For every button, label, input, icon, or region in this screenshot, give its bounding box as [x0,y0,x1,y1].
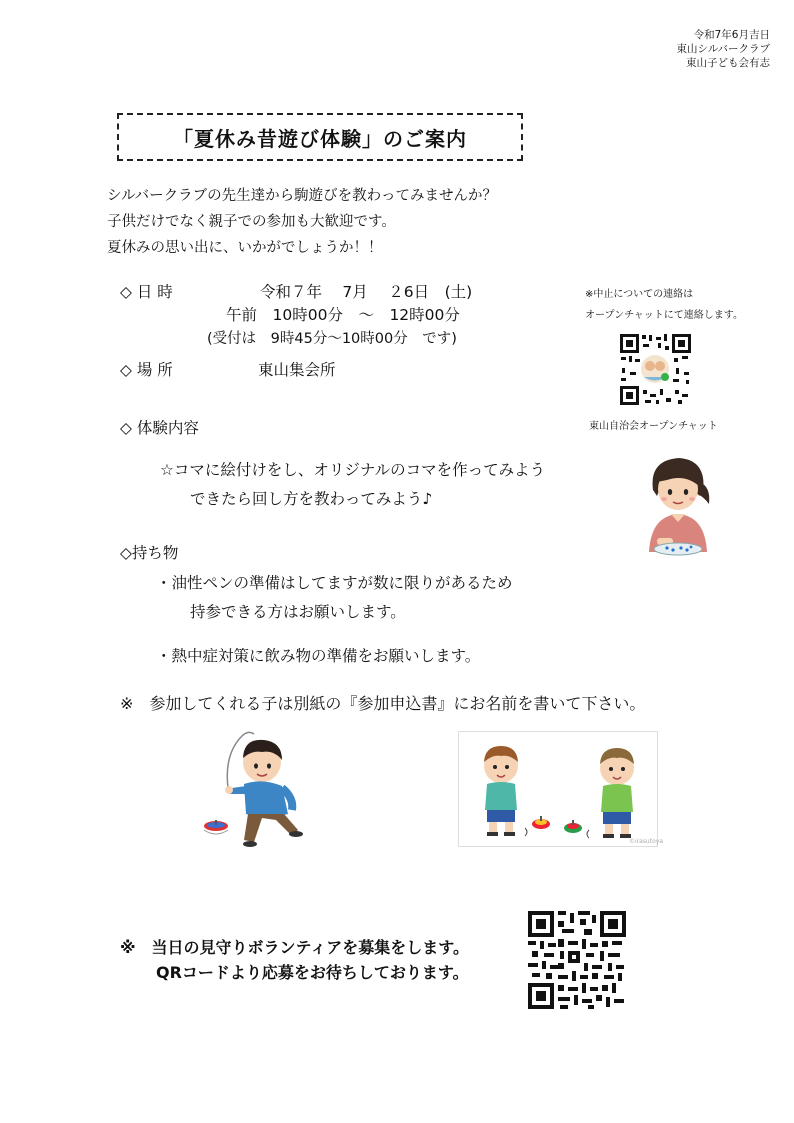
qr-small-svg [618,332,693,407]
datetime-reception: (受付は 9時45分～10時00分 です) [207,331,457,347]
datetime-label: ◇ 日 時 [120,283,173,301]
belongings-item-2: ・熱中症対策に飲み物の準備をお願いします。 [156,647,481,665]
datetime-time: 午前 10時00分 ～ 12時00分 [226,306,460,324]
boy-svg [196,728,306,850]
volunteer-line-1: ※ 当日の見守りボランティアを募集をします。 [120,938,469,957]
kids-tops-illustration [458,731,663,847]
intro-line: 夏休みの思い出に、いかがでしょうか！！ [107,240,383,256]
header-org2: 東山子ども会有志 [686,57,770,69]
page-title [117,113,523,161]
place-label: ◇ 場 所 [120,361,173,379]
belongings-item-1-line-1: ・油性ペンの準備はしてますが数に限りがあるため [156,574,513,592]
intro [107,183,497,261]
kids-svg [459,732,663,846]
content-line-1: ☆コマに絵付けをし、オリジナルのコマを作ってみよう [160,461,546,479]
belongings-label: ◇持ち物 [120,544,179,562]
contact-note-2: オープンチャットにて連絡します。 [585,310,743,321]
qr-large-svg [528,911,626,1009]
image-credit: ©irasutoya [629,838,663,845]
application-notice: ※ 参加してくれる子は別紙の『参加申込書』にお名前を書いて下さい。 [120,694,646,713]
contact-note-1: ※中止についての連絡は [585,289,694,300]
page-title-text: 「夏休み昔遊び体験」のご案内 [173,126,467,151]
content-label: ◇ 体験内容 [120,419,199,437]
intro-line: 子供だけでなく親子での参加も大歓迎です。 [107,214,396,230]
belongings-item-1-line-2: 持参できる方はお願いします。 [190,603,406,621]
qr-caption: 東山自治会オープンチャット [589,421,718,432]
header-date: 令和7年6月吉日 [693,29,770,41]
content-line-2: できたら回し方を教わってみよう♪ [190,490,433,508]
datetime-date: 令和７年 7月 ２6日 (土) [260,283,473,301]
qr-code-icon[interactable] [618,332,693,407]
intro-line: シルバークラブの先生達から駒遊びを教わってみませんか？ [107,188,497,204]
boy-spinning-top-illustration [196,728,306,850]
girl-svg [637,452,719,564]
girl-painting-illustration [637,452,719,564]
place-value: 東山集会所 [258,361,336,379]
volunteer-notice [120,935,469,985]
header [676,28,770,70]
volunteer-line-2: QRコードより応募をお待ちしております。 [156,963,469,982]
header-org1: 東山シルバークラブ [676,43,770,55]
qr-code-icon[interactable] [528,911,626,1009]
